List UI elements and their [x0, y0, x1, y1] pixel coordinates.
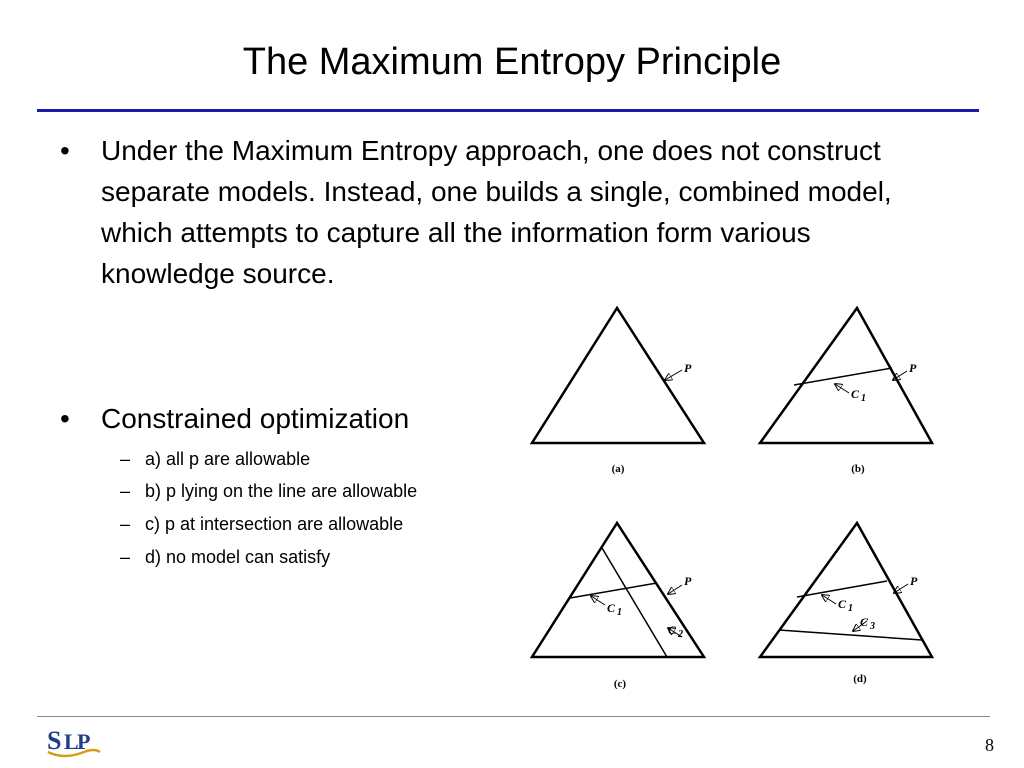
p-label-b: P	[909, 361, 917, 375]
title-divider	[37, 109, 979, 112]
c2-label-c: C $_2$	[668, 623, 684, 640]
page-number: 8	[985, 735, 994, 755]
bullet-marker: •	[60, 135, 70, 166]
p-label-a: P	[684, 361, 692, 375]
p-label-c: P	[684, 574, 692, 588]
caption-c: (c)	[613, 678, 627, 690]
triangle-a	[532, 308, 704, 443]
c3-label-d: C $_3$	[860, 615, 876, 632]
p-label-d: P	[910, 574, 918, 588]
triangles-svg	[522, 300, 942, 695]
constraint-line-c1-c	[570, 583, 657, 598]
p-arrow-a	[665, 370, 682, 380]
c1-label-c: C $_1$	[607, 601, 623, 618]
panel-d	[760, 523, 932, 685]
triangle-d	[760, 523, 932, 657]
sub-item-marker: –	[120, 547, 131, 567]
sub-item-marker: –	[120, 481, 131, 501]
sub-item-text: a) all p are allowable	[145, 449, 311, 469]
svg-text:L: L	[64, 729, 79, 754]
svg-text:P: P	[77, 729, 91, 754]
p-arrow-d	[894, 584, 908, 593]
panel-c	[532, 523, 704, 690]
slide-title: The Maximum Entropy Principle	[242, 41, 782, 83]
svg-text:S: S	[47, 726, 62, 755]
p-arrow-c	[668, 585, 682, 594]
c1-arrow-c	[591, 596, 605, 605]
bullet-text: Constrained optimization	[101, 403, 410, 434]
sub-item-marker: –	[120, 514, 131, 534]
caption-d: (d)	[853, 673, 867, 685]
sub-item-text: c) p at intersection are allowable	[145, 514, 404, 534]
c1-label-b: C $_1$	[851, 387, 867, 404]
c1-arrow-d	[822, 595, 836, 604]
caption-b: (b)	[851, 463, 865, 475]
panel-b	[760, 308, 932, 475]
sub-item-text: d) no model can satisfy	[145, 547, 331, 567]
panel-a	[532, 308, 704, 475]
footer-divider	[37, 716, 990, 717]
bullet-text: Under the Maximum Entropy approach, one does not construct separate models. Instead, one builds a single, combined model, which attempts to capture all the information form various knowledge source.	[101, 135, 892, 289]
constraint-triangles-figure	[522, 300, 942, 695]
caption-a: (a)	[611, 463, 625, 475]
sub-item-marker: –	[120, 449, 131, 469]
c1-label-d: C $_1$	[838, 597, 854, 614]
bullet-marker: •	[60, 403, 70, 434]
sub-item-text: b) p lying on the line are allowable	[145, 481, 418, 501]
slp-logo	[44, 722, 104, 762]
c1-arrow-b	[835, 384, 849, 393]
constraint-line-c3-d	[779, 630, 922, 640]
